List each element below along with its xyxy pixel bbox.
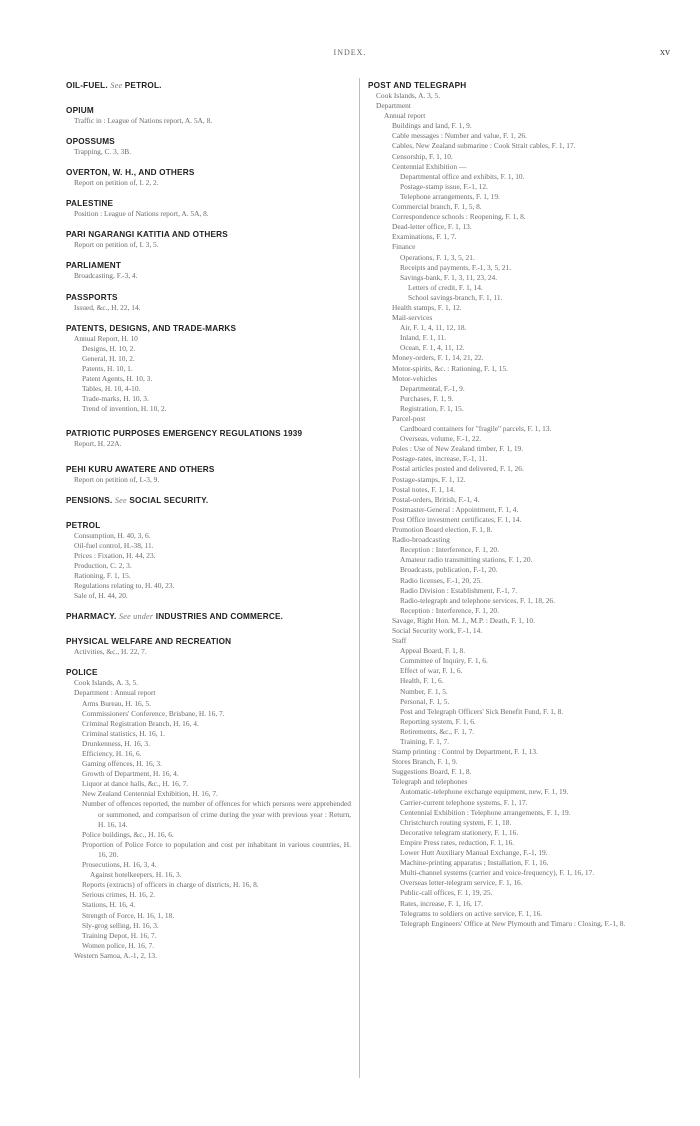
- index-heading-text: OVERTON, W. H., AND OTHERS: [66, 168, 195, 178]
- index-subentry: Promotion Board election, F. 1, 8.: [392, 525, 493, 535]
- index-subentry: Cardboard containers for "fragile" parcels, F. 1, 13.: [400, 424, 552, 434]
- index-subentry: Radio Division : Establishment, F.-1, 7.: [400, 585, 518, 595]
- index-subentry: Personal, F. 1, 5.: [400, 696, 450, 706]
- index-heading: [66, 464, 351, 475]
- index-heading-text: OPIUM: [66, 106, 94, 115]
- index-entry: [66, 667, 351, 961]
- index-subentry: Patent Agents, H. 10, 3.: [82, 374, 153, 384]
- index-subentry: Letters of credit, F. 1, 14.: [408, 282, 483, 292]
- index-subentry: Women police, H. 16, 7.: [82, 940, 155, 950]
- index-subentry: Decorative telegram stationery, F. 1, 16.: [400, 827, 519, 837]
- index-subentry: Activities, &c., H. 22, 7.: [74, 647, 147, 657]
- index-subentry: Report on petition of, I. 2, 2.: [74, 178, 159, 188]
- index-subentry: Postage-stamp issue, F.-1, 12.: [400, 181, 488, 191]
- index-subentry: Reception : Interference, F. 1, 20.: [400, 605, 499, 615]
- index-subentry: Centennial Exhibition —: [392, 161, 467, 171]
- index-subentry: Sly-grog selling, H. 16, 3.: [82, 920, 159, 930]
- index-subentry: Criminal statistics, H. 16, 1.: [82, 728, 165, 738]
- index-subentry: Automatic-telephone exchange equipment, new, F. 1, 19.: [400, 787, 569, 797]
- index-subentry: Censorship, F. 1, 10.: [392, 151, 453, 161]
- index-heading-text: PALESTINE: [66, 199, 114, 209]
- index-subentry: Training, F. 1, 7.: [400, 737, 450, 746]
- index-heading-text: PARI NGARANGI KATITIA AND OTHERS: [66, 230, 228, 240]
- index-subentry: Departmental office and exhibits, F. 1, 10.: [400, 171, 525, 181]
- index-heading-text: PENSIONS.: [66, 495, 113, 505]
- index-subentry: Savage, Right Hon. M. J., M.P. : Death, F. 1, 10.: [392, 615, 535, 625]
- index-heading: [66, 611, 351, 622]
- index-heading-text: PATENTS, DESIGNS, AND TRADE-MARKS: [66, 323, 237, 333]
- index-subentry: Trapping, C. 3, 3B.: [74, 147, 132, 157]
- index-subentry: Health stamps, F. 1, 12.: [392, 302, 462, 312]
- index-subentry: Tables, H. 10, 4-10.: [82, 384, 141, 394]
- index-subentry: Patents, H. 10, 1.: [82, 363, 133, 373]
- index-heading: [66, 292, 351, 303]
- index-subentry: Examinations, F. 1, 7.: [392, 232, 457, 242]
- index-subentry: Trade-marks, H. 10, 3.: [82, 394, 149, 404]
- index-subentry: Trend of invention, H. 10, 2.: [82, 404, 167, 414]
- index-subentry: Postal notes, F. 1, 14.: [392, 484, 456, 494]
- index-heading: [66, 428, 351, 439]
- index-heading: [66, 260, 351, 271]
- index-subentry: Post Office investment certificates, F. 1, 14.: [392, 514, 522, 524]
- index-heading: [66, 667, 351, 678]
- index-subentry: Postmaster-General : Appointment, F. 1, 4.: [392, 504, 519, 514]
- index-heading-text: PEHI KURU AWATERE AND OTHERS: [66, 464, 215, 474]
- index-subentry: Lower Hutt Auxiliary Manual Exchange, F.-1, 19.: [400, 848, 548, 858]
- index-heading: [66, 323, 351, 334]
- index-subentry: Rationing, F. 1, 15.: [74, 570, 131, 580]
- index-subentry: Amateur radio transmitting stations, F. 1, 20.: [400, 555, 533, 565]
- index-subentry: Cook Islands, A. 3, 5.: [376, 91, 441, 100]
- index-subentry: Purchases, F. 1, 9.: [400, 393, 454, 403]
- index-heading: [66, 229, 351, 240]
- index-subentry: Telephone arrangements, F. 1, 19.: [400, 191, 500, 201]
- index-entry: [66, 636, 351, 657]
- index-subentry: School savings-branch, F. 1, 11.: [408, 292, 503, 302]
- index-subentry: Registration, F. 1, 15.: [400, 403, 464, 413]
- index-heading-text: PATRIOTIC PURPOSES EMERGENCY REGULATIONS 1939: [66, 429, 303, 439]
- index-subentry: Suggestions Board, F. 1, 8.: [392, 767, 472, 777]
- index-subentry: Empire Press rates, reduction, F. 1, 16.: [400, 837, 515, 847]
- index-subentry: Prices : Fixation, H. 44, 23.: [74, 550, 156, 560]
- index-subentry: Western Samoa, A.-1, 2, 13.: [74, 950, 157, 960]
- index-subentry: Drunkenness, H. 16, 3.: [82, 738, 150, 748]
- index-heading-text: OPOSSUMS: [66, 137, 115, 147]
- index-subentry: Motor-spirits, &c. : Rationing, F. 1, 15.: [392, 363, 508, 373]
- index-heading: [66, 495, 351, 506]
- index-subentry: Report on petition of, I. 3, 5.: [74, 240, 159, 250]
- index-subentry: Appeal Board, F. 1, 8.: [400, 646, 466, 656]
- index-entry: [66, 464, 351, 485]
- index-subentry: Traffic in : League of Nations report, A. 5A, 8.: [74, 116, 213, 125]
- index-subentry: Broadcasts, publication, F.-1, 20.: [400, 565, 498, 575]
- index-entry: [66, 198, 351, 219]
- index-subentry: Police buildings, &c., H. 16, 6.: [82, 829, 174, 839]
- index-subentry: Commercial branch, F. 1, 5, 8.: [392, 202, 482, 212]
- index-entry: [66, 428, 351, 449]
- index-subentry: Cable messages : Number and value, F. 1, 26.: [392, 131, 527, 141]
- index-subentry: Finance: [392, 242, 416, 252]
- index-subentry: Cook Islands, A. 3, 5.: [74, 678, 139, 688]
- index-heading-text: POLICE: [66, 668, 98, 678]
- index-subentry: Departmental, F.-1, 9.: [400, 383, 465, 393]
- index-subentry: Radio-telegraph and telephone services, F. 1, 18, 26.: [400, 595, 555, 605]
- see-reference-label: See: [110, 81, 123, 90]
- index-subentry: Buildings and land, F. 1, 9.: [392, 121, 472, 131]
- index-entry: [66, 167, 351, 188]
- index-subentry: General, H. 10, 2.: [82, 353, 135, 363]
- index-heading: [66, 80, 351, 91]
- index-subentry: Oil-fuel control, H.-38, 11.: [74, 540, 154, 550]
- index-subentry: Report on petition of, I.-3, 9.: [74, 474, 160, 484]
- index-subentry: Report, H. 22A.: [74, 439, 122, 449]
- index-subentry: Inland, F. 1, 11.: [400, 333, 447, 343]
- index-entry: [66, 80, 351, 91]
- index-subentry: Retirements, &c., F. 1, 7.: [400, 726, 475, 736]
- page-header-title: INDEX.: [333, 48, 367, 57]
- index-subentry: Public-call offices, F. 1, 19, 25.: [400, 888, 493, 898]
- index-subentry: Postage-rates, increase, F.-1, 11.: [392, 454, 488, 464]
- index-subentry: Position : League of Nations report, A. 5A, 8.: [74, 209, 209, 219]
- index-subentry: Mail-services: [392, 313, 433, 323]
- index-subentry: Postage-stamps, F. 1, 12.: [392, 474, 466, 484]
- index-subentry: Postal-orders, British, F.-1, 4.: [392, 494, 480, 504]
- index-subentry: Telegraph Engineers' Office at New Plymouth and Timaru : Closing, F.-1, 8.: [400, 918, 626, 928]
- index-entry: [66, 520, 351, 602]
- column-divider: [359, 78, 360, 1078]
- index-subentry: Receipts and payments, F.-1, 3, 5, 21.: [400, 262, 512, 272]
- index-subentry: Department: [376, 101, 411, 111]
- index-subentry: Parcel-post: [392, 414, 426, 423]
- index-heading: [66, 105, 351, 116]
- index-entry: [66, 495, 351, 506]
- index-subentry: Stations, H. 16, 4.: [82, 900, 136, 910]
- index-subentry: New Zealand Centennial Exhibition, H. 16, 7.: [82, 789, 218, 799]
- index-column-right: [368, 80, 646, 929]
- cross-reference: PETROL.: [124, 81, 162, 90]
- index-entry: [66, 136, 351, 157]
- index-subentry: Overseas, volume, F.-1, 22.: [400, 434, 482, 444]
- index-heading-text: PASSPORTS: [66, 292, 118, 302]
- index-heading: [66, 520, 351, 531]
- index-subentry: Money-orders, F. 1, 14, 21, 22.: [392, 353, 484, 363]
- index-subentry: Air, F. 1, 4, 11, 12, 18.: [400, 323, 467, 333]
- index-subentry: Savings-bank, F. 1, 3, 11, 23, 24.: [400, 272, 498, 282]
- index-heading: [66, 636, 351, 647]
- index-subentry: Regulations relating to, H. 40, 23.: [74, 581, 175, 591]
- index-subentry: Ocean, F. 1, 4, 11, 12.: [400, 343, 465, 353]
- index-subentry: Issued, &c., H. 22, 14.: [74, 302, 141, 312]
- index-subentry: Radio licenses, F.-1, 20, 25.: [400, 575, 483, 585]
- cross-reference: INDUSTRIES AND COMMERCE.: [155, 612, 284, 622]
- index-subentry: Serious crimes, H. 16, 2.: [82, 890, 156, 900]
- index-subentry: Growth of Department, H. 16, 4.: [82, 769, 179, 779]
- index-subentry: Motor-vehicles: [392, 373, 438, 383]
- index-subentry: Telegrams to soldiers on active service, F. 1, 16.: [400, 908, 543, 918]
- index-subentry: Health, F. 1, 6.: [400, 676, 444, 686]
- index-subentry: Efficiency, H. 16, 6.: [82, 749, 142, 758]
- index-subentry: Against hotelkeepers, H. 16, 3.: [90, 870, 182, 880]
- index-subentry: Production, C. 2, 3.: [74, 560, 132, 570]
- index-subentry: Sale of, H. 44, 20.: [74, 591, 128, 601]
- index-subentry: Gaming offences, H. 16, 3.: [82, 759, 162, 769]
- index-subentry: Prosecutions, H. 16, 3, 4.: [82, 860, 157, 870]
- index-subentry: Dead-letter office, F. 1, 13.: [392, 222, 472, 232]
- index-entry: [66, 229, 351, 250]
- index-heading: [66, 198, 351, 209]
- index-subentry: Designs, H. 10, 2.: [82, 343, 136, 353]
- index-subentry: Social Security work, F.-1, 14.: [392, 625, 483, 635]
- index-entry: [66, 105, 351, 126]
- index-subentry: Telegraph and telephones: [392, 777, 468, 787]
- index-subentry: Training Depot, H. 16, 7.: [82, 930, 157, 940]
- index-subentry: Strength of Force, H. 16, 1, 18.: [82, 910, 175, 920]
- index-subentry: Centennial Exhibition : Telephone arrangements, F. 1, 19.: [400, 807, 571, 817]
- index-heading-text: PARLIAMENT: [66, 261, 122, 271]
- index-subentry: Annual Report, H. 10: [74, 333, 138, 343]
- index-subentry: Commissioners' Conference, Brisbane, H. 16, 7.: [82, 708, 225, 718]
- index-heading: [66, 136, 351, 147]
- index-subentry: Poles : Use of New Zealand timber, F. 1, 19.: [392, 444, 524, 454]
- index-subentry: Proportion of Police Force to population and cost per inhabitant in various countries, H. 16, 20.: [82, 839, 351, 859]
- index-heading: [66, 167, 351, 178]
- index-subentry: Liquor at dance halls, &c., H. 16, 7.: [82, 779, 189, 789]
- see-reference-label: See under: [118, 612, 154, 622]
- index-entry: [66, 260, 351, 281]
- index-subentry: Reception : Interference, F. 1, 20.: [400, 545, 499, 555]
- index-subentry: Correspondence schools : Reopening, F. 1, 8.: [392, 212, 526, 222]
- index-subentry: Operations, F. 1, 3, 5, 21.: [400, 252, 475, 262]
- index-subentry: Cables, New Zealand submarine : Cook Strait cables, F. 1, 17.: [392, 141, 576, 151]
- index-column-left: [66, 80, 351, 961]
- index-heading: [368, 80, 646, 91]
- index-subentry: Stores Branch, F. 1, 9.: [392, 757, 458, 767]
- index-subentry: Annual report: [384, 111, 426, 121]
- page-number: xv: [660, 47, 670, 58]
- index-subentry: Effect of war, F. 1, 6.: [400, 666, 463, 676]
- index-subentry: Christchurch routing system, F. 1, 18.: [400, 817, 512, 827]
- index-heading-text: PHYSICAL WELFARE AND RECREATION: [66, 637, 232, 647]
- cross-reference: SOCIAL SECURITY.: [129, 495, 209, 505]
- index-subentry: Broadcasting, F.-3, 4.: [74, 271, 138, 281]
- index-subentry: Consumption, H. 40, 3, 6.: [74, 530, 151, 540]
- index-subentry: Department : Annual report: [74, 688, 156, 698]
- index-subentry: Staff: [392, 636, 407, 646]
- index-subentry: Multi-channel systems (carrier and voice-frequency), F. 1, 16, 17.: [400, 868, 595, 878]
- index-subentry: Overseas letter-telegram service, F. 1, 16.: [400, 878, 523, 888]
- index-entry: [368, 80, 646, 929]
- index-heading-text: PHARMACY.: [66, 612, 117, 622]
- index-heading-text: OIL-FUEL.: [66, 81, 108, 90]
- index-heading-text: POST AND TELEGRAPH: [368, 81, 467, 90]
- index-subentry: Post and Telegraph Officers' Sick Benefit Fund, F. 1, 8.: [400, 706, 564, 716]
- index-entry: [66, 323, 351, 415]
- index-subentry: Reports (extracts) of officers in charge of districts, H. 16, 8.: [82, 880, 259, 890]
- index-subentry: Number of offences reported, the number of offences for which persons were apprehended or summoned, and comparison of crime during the year with previous year : Return, H. 16, 14.: [82, 799, 351, 829]
- index-entry: [66, 611, 351, 622]
- index-subentry: Postal articles posted and delivered, F. 1, 26.: [392, 464, 524, 474]
- index-subentry: Committee of Inquiry, F. 1, 6.: [400, 656, 488, 666]
- see-reference-label: See: [114, 495, 127, 505]
- index-subentry: Arms Bureau, H. 16, 5.: [82, 698, 151, 708]
- index-subentry: Stamp printing : Control by Department, F. 1, 13.: [392, 747, 538, 757]
- index-entry: [66, 292, 351, 313]
- index-subentry: Number, F. 1, 5.: [400, 686, 448, 696]
- index-subentry: Criminal Registration Branch, H. 16, 4.: [82, 718, 199, 728]
- index-heading-text: PETROL: [66, 520, 101, 530]
- index-subentry: Reporting system, F. 1, 6.: [400, 716, 476, 726]
- index-subentry: Radio-broadcasting: [392, 535, 450, 545]
- index-subentry: Rates, increase, F. 1, 16, 17.: [400, 898, 483, 908]
- index-subentry: Machine-printing apparatus ; Installation, F. 1, 16.: [400, 858, 549, 868]
- index-subentry: Carrier-current telephone systems, F. 1, 17.: [400, 797, 528, 807]
